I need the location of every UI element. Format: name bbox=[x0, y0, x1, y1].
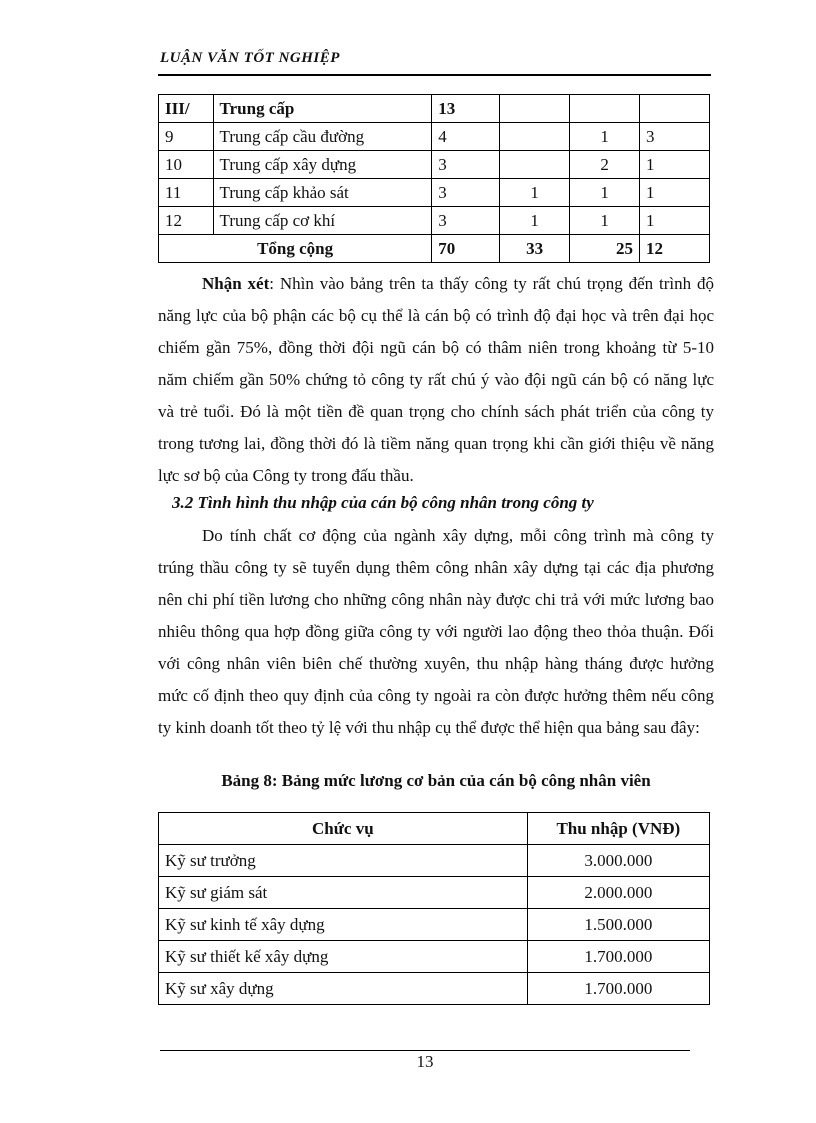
table-row bbox=[159, 95, 710, 123]
table-row bbox=[159, 877, 710, 909]
table-cell: 12 bbox=[159, 207, 214, 235]
footer-rule bbox=[160, 1050, 690, 1051]
table-row bbox=[159, 151, 710, 179]
income-cell: 2.000.000 bbox=[527, 877, 709, 909]
table-row bbox=[159, 179, 710, 207]
total-label: Tổng cộng bbox=[159, 235, 432, 263]
table-total-row bbox=[159, 235, 710, 263]
table-cell: Trung cấp cơ khí bbox=[213, 207, 432, 235]
table-cell: 3 bbox=[432, 179, 500, 207]
section-heading: 3.2 Tình hình thu nhập của cán bộ công nhân trong công ty bbox=[172, 493, 594, 512]
table-cell: Trung cấp bbox=[213, 95, 432, 123]
income-cell: 3.000.000 bbox=[527, 845, 709, 877]
table-row bbox=[159, 973, 710, 1005]
table-cell: 10 bbox=[159, 151, 214, 179]
page-number: 13 bbox=[416, 1052, 434, 1071]
table-cell: 1 bbox=[500, 179, 570, 207]
table-cell: 13 bbox=[432, 95, 500, 123]
table-caption: Bảng 8: Bảng mức lương cơ bản của cán bộ công nhân viên bbox=[221, 771, 651, 790]
table-cell bbox=[500, 123, 570, 151]
position-cell: Kỹ sư kinh tế xây dựng bbox=[159, 909, 528, 941]
income-cell: 1.700.000 bbox=[527, 941, 709, 973]
table-cell: 4 bbox=[432, 123, 500, 151]
table-row bbox=[159, 941, 710, 973]
table-cell bbox=[640, 95, 710, 123]
table-cell: 3 bbox=[640, 123, 710, 151]
table-cell: Trung cấp xây dựng bbox=[213, 151, 432, 179]
table-row bbox=[159, 207, 710, 235]
remark-lead: Nhận xét bbox=[202, 274, 270, 293]
table-cell: 1 bbox=[570, 179, 640, 207]
education-table bbox=[158, 94, 710, 263]
position-cell: Kỹ sư giám sát bbox=[159, 877, 528, 909]
salary-table bbox=[158, 812, 710, 1005]
header-title: LUẬN VĂN TỐT NGHIỆP bbox=[160, 50, 340, 66]
table-cell bbox=[500, 95, 570, 123]
position-cell: Kỹ sư xây dựng bbox=[159, 973, 528, 1005]
table-cell: 1 bbox=[640, 207, 710, 235]
table-cell: 11 bbox=[159, 179, 214, 207]
table-cell: 12 bbox=[640, 235, 710, 263]
table-cell: 2 bbox=[570, 151, 640, 179]
table-cell: 9 bbox=[159, 123, 214, 151]
paragraph-income bbox=[158, 520, 714, 744]
table-cell: 33 bbox=[500, 235, 570, 263]
table-cell: 70 bbox=[432, 235, 500, 263]
table-cell: Trung cấp khảo sát bbox=[213, 179, 432, 207]
table-cell: 1 bbox=[570, 123, 640, 151]
table-row bbox=[159, 845, 710, 877]
table-row bbox=[159, 123, 710, 151]
table-cell bbox=[570, 95, 640, 123]
remark-text: : Nhìn vào bảng trên ta thấy công ty rất chú trọng đến trình độ năng lực của bộ phận các bộ cụ thể là cán bộ có trình độ đại học và trên đại học chiếm gần 75%, đồng thời đội ngũ cán bộ có thâm niên trong khoảng từ 5-10 năm chiếm gần 50% chứng tỏ công ty rất chú ý vào đội ngũ cán bộ có năng lực và trẻ tuổi. Đó là một tiền đề quan trọng cho chính sách phát triển của công ty trong tương lai, đồng thời đó là tiềm năng quan trọng khi cần giới thiệu về năng lực sơ bộ của Công ty trong đấu thầu. bbox=[158, 274, 714, 485]
table-cell: Trung cấp cầu đường bbox=[213, 123, 432, 151]
table-cell: 1 bbox=[570, 207, 640, 235]
table-row bbox=[159, 909, 710, 941]
column-header: Chức vụ bbox=[159, 813, 528, 845]
header-rule bbox=[158, 74, 711, 76]
table-cell: 3 bbox=[432, 151, 500, 179]
table-cell: 1 bbox=[500, 207, 570, 235]
column-header: Thu nhập (VNĐ) bbox=[527, 813, 709, 845]
table-cell: III/ bbox=[159, 95, 214, 123]
table-cell: 1 bbox=[640, 151, 710, 179]
table-cell: 3 bbox=[432, 207, 500, 235]
table-cell: 1 bbox=[640, 179, 710, 207]
position-cell: Kỹ sư thiết kế xây dựng bbox=[159, 941, 528, 973]
paragraph-remark bbox=[158, 268, 714, 492]
income-text: Do tính chất cơ động của ngành xây dựng, mỗi công trình mà công ty trúng thầu công ty sẽ tuyển dụng thêm công nhân xây dựng tại các địa phương nên chi phí tiền lương cho những công nhân này được chi trả với mức lương bao nhiêu thông qua hợp đồng giữa công ty với người lao động theo thỏa thuận. Đối với công nhân viên biên chế thường xuyên, thu nhập hàng tháng được hưởng mức cố định theo quy định của công ty ngoài ra còn được hưởng thêm nếu công ty kinh doanh tốt theo tỷ lệ với thu nhập cụ thể được thể hiện qua bảng sau đây: bbox=[158, 526, 714, 737]
position-cell: Kỹ sư trưởng bbox=[159, 845, 528, 877]
income-cell: 1.500.000 bbox=[527, 909, 709, 941]
table-cell: 25 bbox=[570, 235, 640, 263]
table-header-row bbox=[159, 813, 710, 845]
table-cell bbox=[500, 151, 570, 179]
income-cell: 1.700.000 bbox=[527, 973, 709, 1005]
